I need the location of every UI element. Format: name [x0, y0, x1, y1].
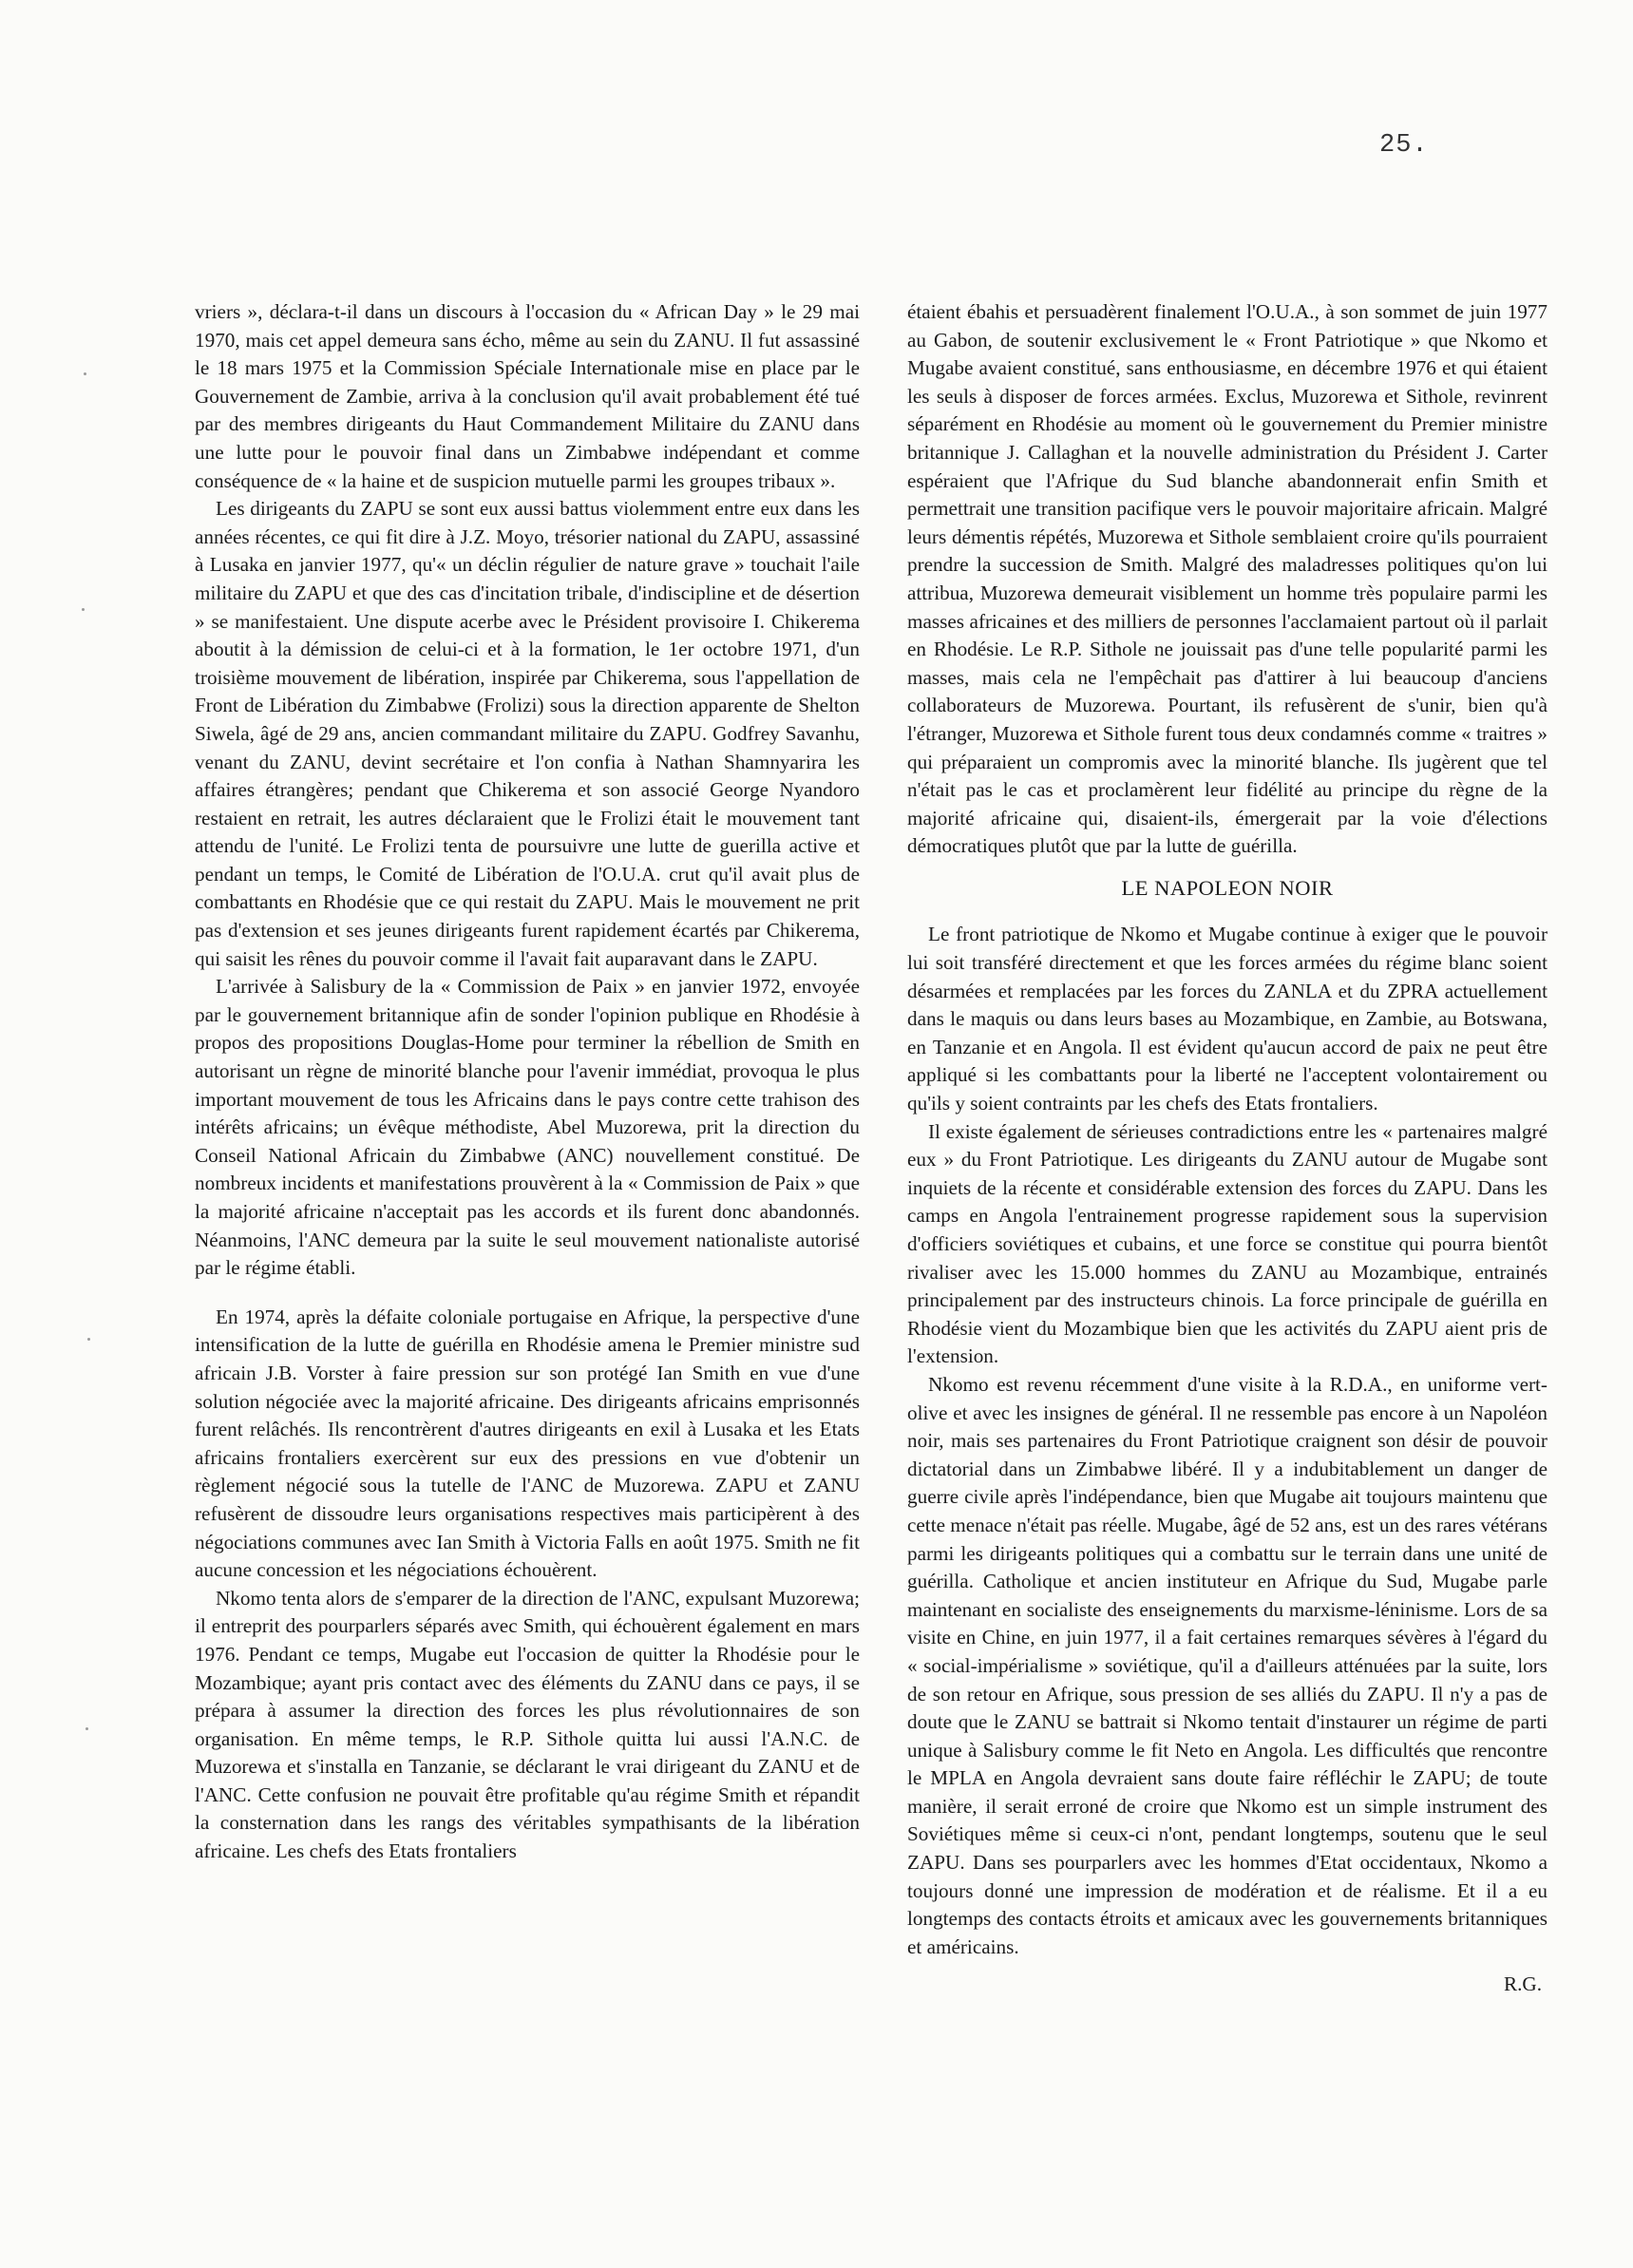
scan-speck [84, 372, 86, 375]
right-column [907, 298, 1548, 1999]
signature: R.G. [1503, 1973, 1542, 1996]
scan-speck [82, 608, 85, 611]
left-column [195, 298, 860, 1866]
section-heading: LE NAPOLEON NOIR [1121, 875, 1334, 900]
paragraph: Le front patriotique de Nkomo et Mugabe continue à exiger que le pouvoir lui soit transféré directement et que les forces armées du régime blanc soient désarmées et remplacées par les forces du ZANLA et du ZPRA actuellement dans le maquis ou dans leurs bases au Mozambique, en Zambie, au Botswana, en Tanzanie et en Angola. Il est évident qu'aucun accord de paix ne peut être appliqué si les combattants pour la liberté ne l'acceptent volontairement ou qu'ils y soient contraints par les chefs des Etats frontaliers. [907, 923, 1548, 1115]
paragraph: Nkomo tenta alors de s'emparer de la direction de l'ANC, expulsant Muzorewa; il entreprit des pourparlers séparés avec Smith, qui échouèrent également en mars 1976. Pendant ce temps, Mugabe eut l'occasion de quitter la Rhodésie pour le Mozambique; ayant pris contact avec des éléments du ZANU dans ce pays, il se prépara à assumer la direction des forces les plus révolutionnaires de son organisation. En même temps, le R.P. Sithole quitta lui aussi l'A.N.C. de Muzorewa et s'installa en Tanzanie, se déclarant le vrai dirigeant du ZANU et de l'ANC. Cette confusion ne pouvait être profitable qu'au régime Smith et répandit la consternation dans les rangs des véritables sympathisants de la libération africaine. Les chefs des Etats frontaliers [195, 1586, 860, 1863]
paragraph: Les dirigeants du ZAPU se sont eux aussi battus violemment entre eux dans les années récentes, ce qui fit dire à J.Z. Moyo, trésorier national du ZAPU, assassiné à Lusaka en janvier 1977, qu'« un déclin régulier de nature grave » touchait l'aile militaire du ZAPU et que des cas d'incitation tribale, d'indiscipline et de désertion » se manifestaient. Une dispute acerbe avec le Président provisoire I. Chikerema aboutit à la démission de celui-ci et à la formation, le 1er octobre 1971, d'un troisième mouvement de libération, inspirée par Chikerema, sous l'appellation de Front de Libération du Zimbabwe (Frolizi) sous la direction apparente de Shelton Siwela, âgé de 29 ans, ancien commandant militaire du ZAPU. Godfrey Savanhu, venant du ZANU, devint secrétaire et l'on confia à Nathan Shamnyarira les affaires étrangères; pendant que Chikerema et son associé George Nyandoro restaient en retrait, les autres déclaraient que le Frolizi était le mouvement tant attendu de l'unité. Le Frolizi tenta de poursuivre une lutte de guerilla active et pendant un temps, le Comité de Libération de l'O.U.A. crut qu'il avait plus de combattants en Rhodésie que ce qui restait du ZAPU. Mais le mouvement ne prit pas d'extension et ses jeunes dirigeants furent rapidement écartés par Chikerema, qui saisit les rênes du pouvoir comme il l'avait fait auparavant dans le ZAPU. [195, 497, 860, 970]
paragraph: Il existe également de sérieuses contradictions entre les « partenaires malgré eux » du Front Patriotique. Les dirigeants du ZANU autour de Mugabe sont inquiets de la récente et considérable extension des forces du ZAPU. Dans les camps en Angola l'entrainement progresse rapidement sous la supervision d'officiers soviétiques et cubains, et une force se constitue qui pourra bientôt rivaliser avec les 15.000 hommes du ZANU au Mozambique, entrainés principalement par des instructeurs chinois. La force principale de guérilla en Rhodésie vient du Mozambique bien que les activités du ZAPU aient pris de l'extension. [907, 1119, 1548, 1368]
paragraph: vriers », déclara-t-il dans un discours à l'occasion du « African Day » le 29 mai 1970, mais cet appel demeura sans écho, même au sein du ZANU. Il fut assassiné le 18 mars 1975 et la Commission Spéciale Internationale mise en place par le Gouvernement de Zambie, arriva à la conclusion qu'il avait probablement été tué par des membres dirigeants du Haut Commandement Militaire du ZANU dans une lutte pour le pouvoir final dans un Zimbabwe indépendant et comme conséquence de « la haine et de suspicion mutuelle parmi les groupes tribaux ». [195, 300, 860, 492]
scan-speck [85, 1727, 88, 1730]
paragraph: Nkomo est revenu récemment d'une visite à la R.D.A., en uniforme vert-olive et avec les insignes de général. Il ne ressemble pas encore à un Napoléon noir, mais ses partenaires du Front Patriotique craignent son désir de pouvoir dictatorial dans un Zimbabwe libéré. Il y a indubitablement un danger de guerre civile après l'indépendance, bien que Mugabe ait toujours maintenu que cette menace n'était pas réelle. Mugabe, âgé de 52 ans, est un des rares vétérans parmi les dirigeants politiques qui a combattu sur le terrain dans une unité de guérilla. Catholique et ancien instituteur en Afrique du Sud, Mugabe parle maintenant en socialiste des enseignements du marxisme-léninisme. Lors de sa visite en Chine, en juin 1977, il a fait certaines remarques sévères à l'égard du « social-impérialisme » soviétique, qu'il a d'ailleurs atténuées par la suite, lors de son retour en Afrique, sous pression de ses alliés du ZAPU. Il n'y a pas de doute que le ZANU se battrait si Nkomo tentait d'instaurer un régime de parti unique à Salisbury comme le fit Neto en Angola. Les difficultés que rencontre le MPLA en Angola devraient sans doute faire réfléchir le ZAPU; de toute manière, il serait erroné de croire que Nkomo est un simple instrument des Soviétiques même si ceux-ci n'ont, pendant longtemps, soutenu que le seul ZAPU. Dans ses pourparlers avec les hommes d'Etat occidentaux, Nkomo a toujours donné une impression de modération et de réalisme. Et il a eu longtemps des contacts étroits et amicaux avec les gouvernements britanniques et américains. [907, 1372, 1548, 1958]
paragraph: En 1974, après la défaite coloniale portugaise en Afrique, la perspective d'une intensification de la lutte de guérilla en Rhodésie amena le Premier ministre sud africain J.B. Vorster à faire pression sur son protégé Ian Smith en vue d'une solution négociée avec la majorité africaine. Des dirigeants africains emprisonnés furent relâchés. Ils rencontrèrent d'autres dirigeants en exil à Lusaka et les Etats africains frontaliers exercèrent sur eux des pressions en vue d'obtenir un règlement négocié sous la tutelle de l'ANC de Muzorewa. ZAPU et ZANU refusèrent de dissoudre leurs organisations respectives mais participèrent à des négociations communes avec Ian Smith à Victoria Falls en août 1975. Smith ne fit aucune concession et les négociations échouèrent. [195, 1305, 860, 1582]
scan-speck [87, 1338, 90, 1341]
page-number: 25. [1379, 131, 1429, 160]
paragraph: L'arrivée à Salisbury de la « Commission de Paix » en janvier 1972, envoyée par le gouvernement britannique afin de sonder l'opinion publique en Rhodésie à propos des propositions Douglas-Home pour terminer la rébellion de Smith en autorisant un règne de minorité blanche pour l'avenir immédiat, provoqua le plus important mouvement de tous les Africains dans le pays contre cette trahison des intérêts africains; un évêque méthodiste, Abel Muzorewa, prit la direction du Conseil National Africain du Zimbabwe (ANC) nouvellement constitué. De nombreux incidents et manifestations prouvèrent à la « Commission de Paix » que la majorité africaine n'acceptait pas les accords et ils furent donc abandonnés. Néanmoins, l'ANC demeura par la suite le seul mouvement nationaliste autorisé par le régime établi. [195, 975, 860, 1280]
paragraph: étaient ébahis et persuadèrent finalement l'O.U.A., à son sommet de juin 1977 au Gabon, de soutenir exclusivement le « Front Patriotique » que Nkomo et Mugabe avaient constitué, sans enthousiasme, en décembre 1976 et qui étaient les seuls à disposer de forces armées. Exclus, Muzorewa et Sithole, revinrent séparément en Rhodésie au moment où le gouvernement du Premier ministre britannique J. Callaghan et la nouvelle administration du Président J. Carter espéraient que l'Afrique du Sud blanche abandonnerait enfin Smith et permettrait une transition pacifique vers le pouvoir majoritaire africain. Malgré leurs démentis répétés, Muzorewa et Sithole semblaient croire qu'ils pourraient prendre la succession de Smith. Malgré des maladresses politiques qu'on lui attribua, Muzorewa demeurait visiblement un homme très populaire parmi les masses africaines et des milliers de personnes l'acclamaient partout où il parlait en Rhodésie. Le R.P. Sithole ne jouissait pas d'une telle popularité parmi les masses, mais cela ne l'empêchait pas d'attirer à lui beaucoup d'anciens collaborateurs de Muzorewa. Pourtant, ils refusèrent de s'unir, bien qu'à l'étranger, Muzorewa et Sithole furent tous deux condamnés comme « traitres » qui préparaient un compromis avec la minorité blanche. Ils jugèrent que tel n'était pas le cas et proclamèrent leur fidélité au principe du règne de la majorité africaine qui, disaient-ils, émergerait par la voie d'élections démocratiques plutôt que par la lutte de guérilla. [907, 300, 1548, 858]
